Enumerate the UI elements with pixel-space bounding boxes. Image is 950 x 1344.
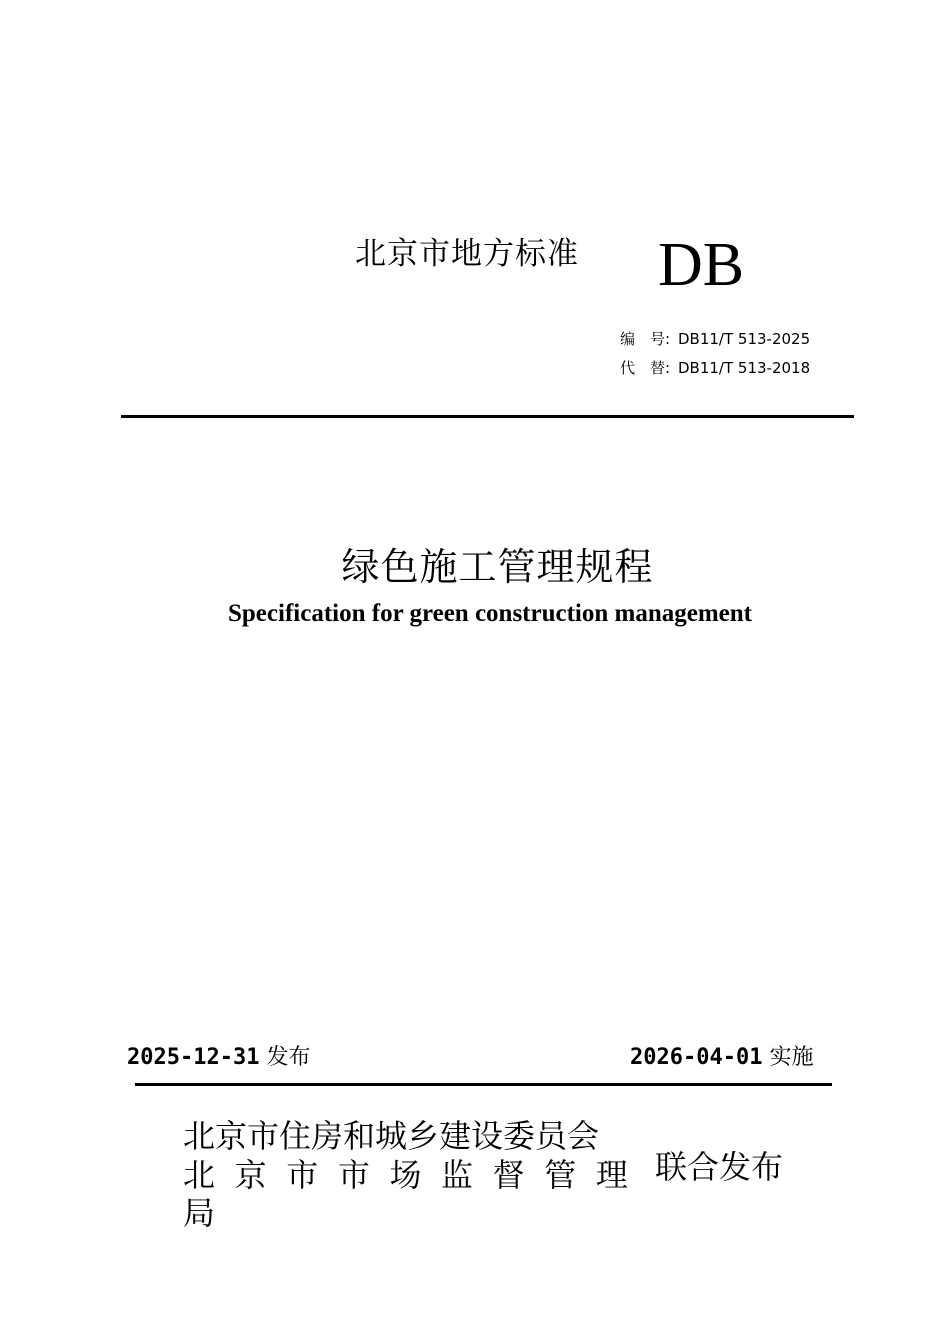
- issuer-housing-commission: 北京市住房和城乡建设委员会: [183, 1117, 600, 1155]
- db-mark: DB: [658, 231, 745, 299]
- top-divider: [121, 415, 854, 418]
- issuer-char: 京: [234, 1156, 267, 1194]
- issuer-char: 市: [337, 1156, 370, 1194]
- joint-issue-label: 联合发布: [655, 1148, 784, 1186]
- title-chinese: 绿色施工管理规程: [341, 545, 654, 589]
- issuer-market-supervision-end: 局: [183, 1194, 216, 1232]
- standard-number-label: 编 号:: [620, 330, 671, 348]
- issuer-char: 场: [389, 1156, 422, 1194]
- replaces-number: [620, 357, 810, 378]
- publish-date: [127, 1040, 310, 1071]
- effective-date-label: 实施: [769, 1045, 814, 1070]
- replaces-value: DB11/T 513-2018: [678, 359, 811, 377]
- standard-number-value: DB11/T 513-2025: [678, 330, 811, 348]
- issuer-char: 管: [544, 1156, 577, 1194]
- standard-number: [620, 328, 810, 349]
- publish-date-label: 发布: [266, 1045, 311, 1070]
- replaces-label: 代 替:: [620, 359, 671, 377]
- issuer-market-supervision: [183, 1156, 628, 1194]
- issuer-char: 督: [492, 1156, 525, 1194]
- issuer-char: 监: [441, 1156, 474, 1194]
- issuer-char: 市: [286, 1156, 319, 1194]
- issuer-char: 理: [595, 1156, 628, 1194]
- effective-date-value: 2026-04-01: [630, 1045, 763, 1070]
- publish-date-value: 2025-12-31: [127, 1045, 260, 1070]
- effective-date: [630, 1040, 813, 1071]
- issuer-char: 北: [183, 1156, 216, 1194]
- bottom-divider: [135, 1083, 832, 1086]
- title-english: Specification for green construction management: [228, 600, 752, 627]
- standard-type: 北京市地方标准: [355, 236, 579, 272]
